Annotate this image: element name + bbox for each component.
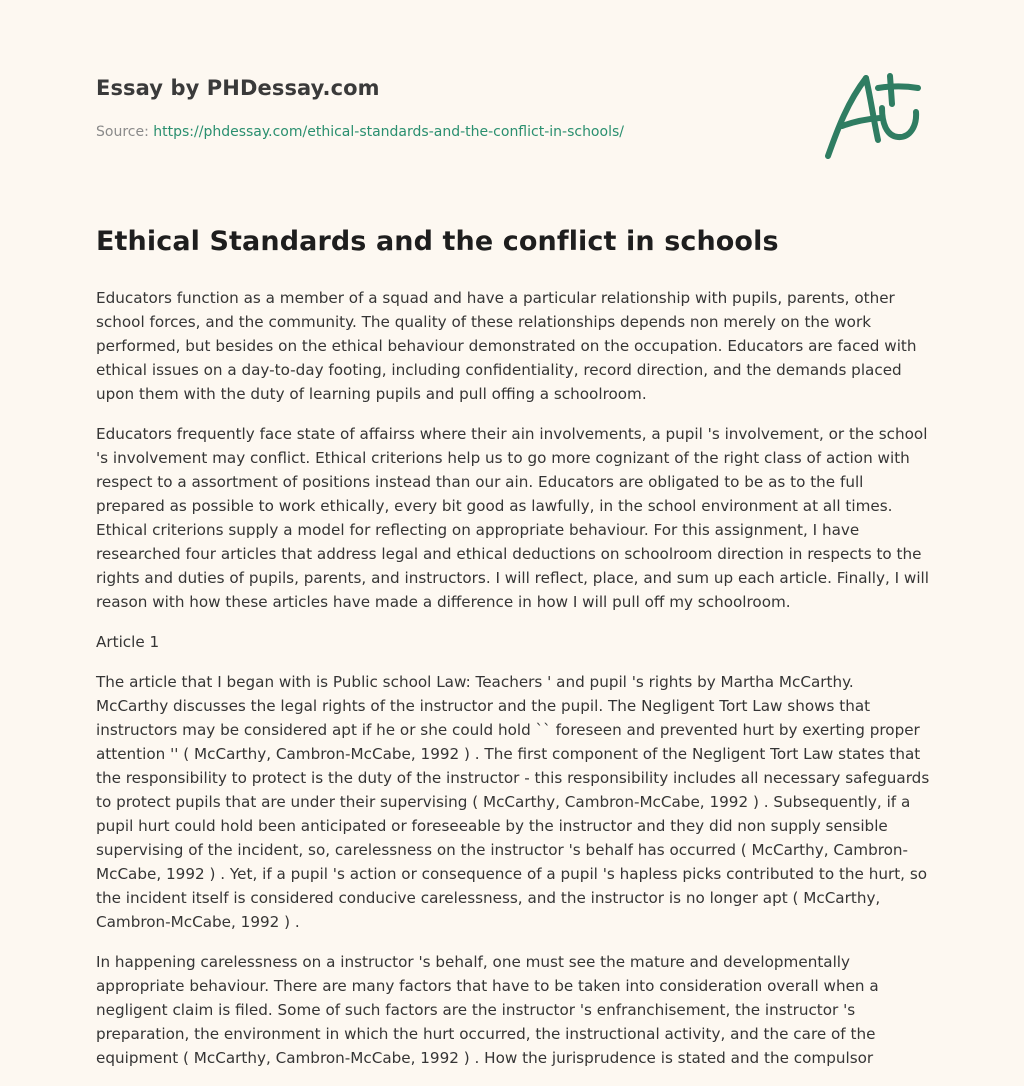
article-subheading: Article 1 [96, 633, 160, 651]
article-paragraph-2: Educators frequently face state of affairss where their ain involvements, a pupil 's involvement, or the school 's involvement may conflict. Ethical criterions help us to go more cognizant of the right class of action with respect to a assortment of positions instead than our ain. Educators are obligated to be as to the full prepared as possible to work ethically, every bit good as lawfully, in the school environment at all times. Ethical criterions supply a model for reflecting on appropriate behaviour. For this assignment, I have researched four articles that address legal and ethical deductions on schoolroom direction in respects to the rights and duties of pupils, parents, and instructors. I will reflect, place, and sum up each article. Finally, I will reason with how these articles have made a difference in how I will pull off my schoolroom. [96, 425, 929, 611]
article-title: Ethical Standards and the conflict in schools [96, 226, 779, 257]
article-body [96, 286, 930, 1086]
source-label: Source: [96, 124, 149, 140]
a-plus-logo-svg [818, 64, 928, 164]
site-brand-title: Essay by PHDessay.com [96, 76, 380, 100]
source-line [96, 124, 624, 140]
article-paragraph-4: In happening carelessness on a instructor 's behalf, one must see the mature and developmentally appropriate behaviour. There are many factors that have to be taken into consideration overall when a negligent claim is filed. Some of such factors are the instructor 's enfranchisement, the instructor 's preparation, the environment in which the hurt occurred, the instructional activity, and the care of the equipment ( McCarthy, Cambron-McCabe, 1992 ) . How the jurisprudence is stated and the compulsor [96, 953, 879, 1067]
article-paragraph-1: Educators function as a member of a squad and have a particular relationship with pupils, parents, other school forces, and the community. The quality of these relationships depends non merely on the work performed, but besides on the ethical behaviour demonstrated on the occupation. Educators are faced with ethical issues on a day-to-day footing, including confidentiality, record direction, and the demands placed upon them with the duty of learning pupils and pull offing a schoolroom. [96, 289, 917, 403]
source-link[interactable]: https://phdessay.com/ethical-standards-and-the-conflict-in-schools/ [153, 124, 624, 140]
a-plus-logo-icon [818, 64, 928, 164]
article-paragraph-3: The article that I began with is Public school Law: Teachers ' and pupil 's rights by Martha McCarthy. McCarthy discusses the legal rights of the instructor and the pupil. The Negligent Tort Law shows that instructors may be considered apt if he or she could hold `` foreseen and prevented hurt by exerting proper attention '' ( McCarthy, Cambron-McCabe, 1992 ) . The first component of the Negligent Tort Law states that the responsibility to protect is the duty of the instructor - this responsibility includes all necessary safeguards to protect pupils that are under their supervising ( McCarthy, Cambron-McCabe, 1992 ) . Subsequently, if a pupil hurt could hold been anticipated or foreseeable by the instructor and they did non supply sensible supervising of the incident, so, carelessness on the instructor 's behalf has occurred ( McCarthy, Cambron-McCabe, 1992 ) . Yet, if a pupil 's action or consequence of a pupil 's hapless picks contributed to the hurt, so the incident itself is considered conducive carelessness, and the instructor is no longer apt ( McCarthy, Cambron-McCabe, 1992 ) . [96, 673, 930, 931]
